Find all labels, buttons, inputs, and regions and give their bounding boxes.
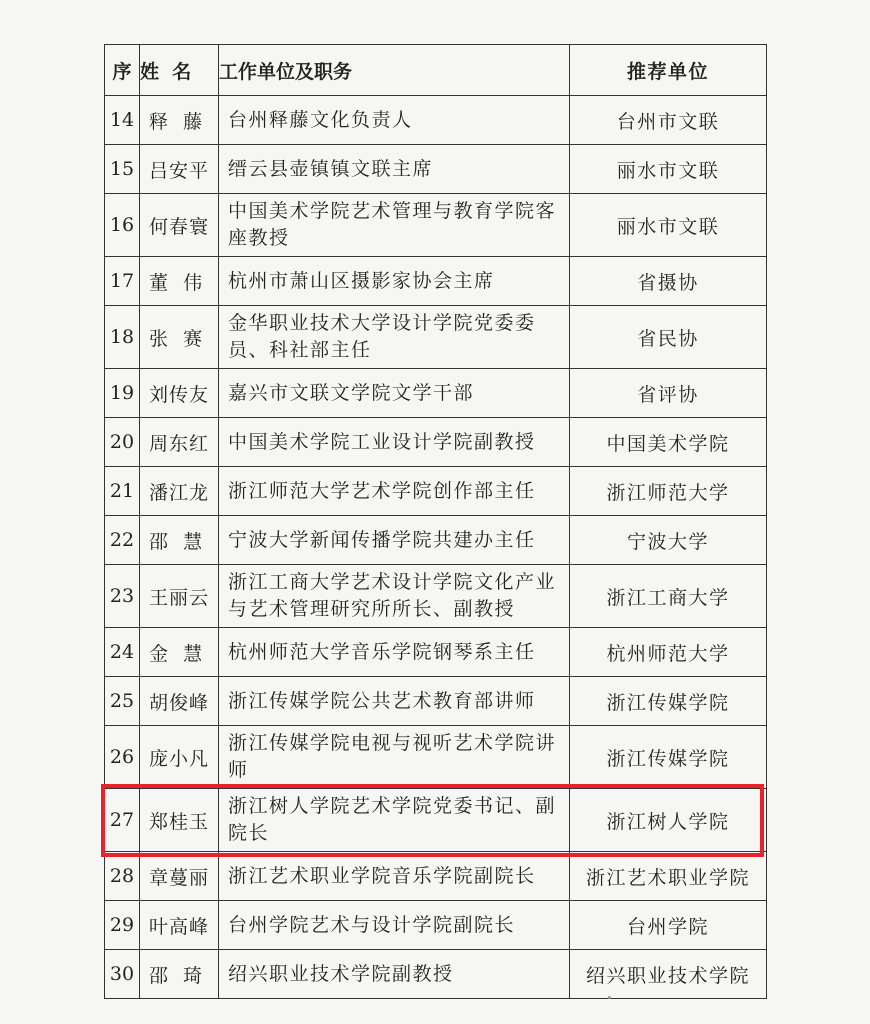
header-no: 序 <box>105 45 140 96</box>
row-name-cell <box>140 516 219 565</box>
table-row <box>105 306 767 369</box>
row-work: 浙江工商大学艺术设计学院文化产业与艺术管理研究所所长、副教授 <box>228 571 557 620</box>
row-recommend: 丽水市文联 <box>570 194 767 257</box>
table-row <box>105 96 767 145</box>
row-work-cell <box>219 369 570 418</box>
row-name: 金 慧 <box>149 642 204 665</box>
row-work-cell <box>219 901 570 950</box>
table-row <box>105 145 767 194</box>
row-work-cell <box>219 418 570 467</box>
scan-speck <box>608 996 611 999</box>
row-work-cell <box>219 96 570 145</box>
row-number: 22 <box>105 516 140 565</box>
row-recommend: 浙江树人学院 <box>570 789 767 852</box>
header-recommend: 推荐单位 <box>570 45 767 96</box>
table-row <box>105 418 767 467</box>
row-name: 潘江龙 <box>149 481 210 504</box>
table-row <box>105 257 767 306</box>
row-name: 何春寰 <box>149 215 210 238</box>
row-work-cell <box>219 257 570 306</box>
row-recommend: 台州市文联 <box>570 96 767 145</box>
row-work-cell <box>219 467 570 516</box>
table-row <box>105 467 767 516</box>
row-name: 吕安平 <box>149 159 210 182</box>
row-name-cell <box>140 306 219 369</box>
header-work: 工作单位及职务 <box>219 45 570 96</box>
row-recommend: 浙江传媒学院 <box>570 677 767 726</box>
row-number: 24 <box>105 628 140 677</box>
table-row <box>105 369 767 418</box>
row-recommend: 浙江艺术职业学院 <box>570 852 767 901</box>
row-work-cell <box>219 677 570 726</box>
row-name-cell <box>140 726 219 789</box>
row-recommend: 浙江工商大学 <box>570 565 767 628</box>
header-row <box>105 45 767 96</box>
row-name-cell <box>140 467 219 516</box>
row-recommend: 省民协 <box>570 306 767 369</box>
row-number: 25 <box>105 677 140 726</box>
row-recommend: 杭州师范大学 <box>570 628 767 677</box>
row-work: 浙江传媒学院公共艺术教育部讲师 <box>228 689 536 712</box>
table-row <box>105 726 767 789</box>
row-name: 董 伟 <box>149 271 204 294</box>
row-work-cell <box>219 852 570 901</box>
row-work: 嘉兴市文联文学院文学干部 <box>228 381 475 404</box>
row-number: 26 <box>105 726 140 789</box>
table-row <box>105 901 767 950</box>
row-number: 23 <box>105 565 140 628</box>
row-name-cell <box>140 852 219 901</box>
row-name: 张 赛 <box>149 327 204 350</box>
row-recommend: 中国美术学院 <box>570 418 767 467</box>
row-recommend: 宁波大学 <box>570 516 767 565</box>
row-number: 29 <box>105 901 140 950</box>
row-name: 刘传友 <box>149 383 210 406</box>
row-number: 30 <box>105 950 140 999</box>
row-number: 19 <box>105 369 140 418</box>
table-row <box>105 516 767 565</box>
row-recommend: 台州学院 <box>570 901 767 950</box>
row-name: 释 藤 <box>149 110 204 133</box>
row-name: 周东红 <box>149 432 210 455</box>
row-work-cell <box>219 194 570 257</box>
row-work: 浙江树人学院艺术学院党委书记、副院长 <box>228 795 557 844</box>
row-work: 缙云县壶镇镇文联主席 <box>228 157 434 180</box>
row-work-cell <box>219 789 570 852</box>
row-work-cell <box>219 726 570 789</box>
row-name-cell <box>140 194 219 257</box>
row-name-cell <box>140 565 219 628</box>
row-work: 浙江艺术职业学院音乐学院副院长 <box>228 864 536 887</box>
row-name-cell <box>140 96 219 145</box>
row-work: 浙江师范大学艺术学院创作部主任 <box>228 479 536 502</box>
row-work: 金华职业技术大学设计学院党委委员、科社部主任 <box>228 312 536 361</box>
row-name: 王丽云 <box>149 586 210 609</box>
row-work: 绍兴职业技术学院副教授 <box>228 962 454 985</box>
header-name: 姓 名 <box>140 45 219 96</box>
row-name: 庞小凡 <box>149 747 210 770</box>
row-work-cell <box>219 516 570 565</box>
row-name: 章蔓丽 <box>149 866 210 889</box>
table-row <box>105 789 767 852</box>
table-row <box>105 950 767 999</box>
row-recommend: 绍兴职业技术学院 <box>570 950 767 999</box>
row-number: 28 <box>105 852 140 901</box>
row-number: 18 <box>105 306 140 369</box>
row-work: 杭州市萧山区摄影家协会主席 <box>228 269 495 292</box>
row-work-cell <box>219 565 570 628</box>
row-recommend: 浙江师范大学 <box>570 467 767 516</box>
row-recommend: 浙江传媒学院 <box>570 726 767 789</box>
row-name-cell <box>140 677 219 726</box>
row-number: 15 <box>105 145 140 194</box>
row-work: 宁波大学新闻传播学院共建办主任 <box>228 528 536 551</box>
table-row <box>105 852 767 901</box>
row-name: 邵 琦 <box>149 964 204 987</box>
row-name: 胡俊峰 <box>149 691 210 714</box>
row-name: 叶高峰 <box>149 915 210 938</box>
row-name-cell <box>140 418 219 467</box>
row-work-cell <box>219 145 570 194</box>
row-name-cell <box>140 628 219 677</box>
row-number: 14 <box>105 96 140 145</box>
table-row <box>105 677 767 726</box>
row-work: 台州学院艺术与设计学院副院长 <box>228 913 516 936</box>
row-recommend: 丽水市文联 <box>570 145 767 194</box>
row-work-cell <box>219 306 570 369</box>
row-name-cell <box>140 369 219 418</box>
row-name-cell <box>140 145 219 194</box>
row-name-cell <box>140 901 219 950</box>
row-work: 中国美术学院工业设计学院副教授 <box>228 430 536 453</box>
row-work: 中国美术学院艺术管理与教育学院客座教授 <box>228 200 557 249</box>
table-row <box>105 628 767 677</box>
row-name: 邵 慧 <box>149 530 204 553</box>
row-work: 杭州师范大学音乐学院钢琴系主任 <box>228 640 536 663</box>
table-row <box>105 194 767 257</box>
row-name: 郑桂玉 <box>149 810 210 833</box>
table-row <box>105 565 767 628</box>
row-name-cell <box>140 789 219 852</box>
row-number: 21 <box>105 467 140 516</box>
row-number: 27 <box>105 789 140 852</box>
row-recommend: 省评协 <box>570 369 767 418</box>
row-work-cell <box>219 950 570 999</box>
row-number: 20 <box>105 418 140 467</box>
table-body <box>105 96 767 999</box>
row-work-cell <box>219 628 570 677</box>
row-number: 16 <box>105 194 140 257</box>
row-name-cell <box>140 257 219 306</box>
row-name-cell <box>140 950 219 999</box>
row-work: 台州释藤文化负责人 <box>228 108 413 131</box>
row-number: 17 <box>105 257 140 306</box>
row-work: 浙江传媒学院电视与视听艺术学院讲师 <box>228 732 557 781</box>
row-recommend: 省摄协 <box>570 257 767 306</box>
roster-table <box>104 44 767 999</box>
